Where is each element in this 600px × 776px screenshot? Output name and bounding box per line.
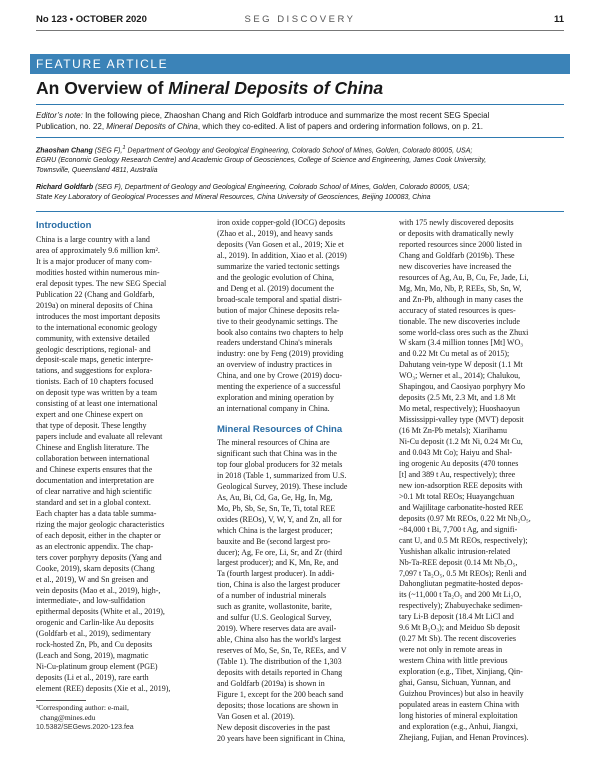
footnote-email[interactable]: chang@mines.edu — [40, 712, 96, 722]
text-line: 2019a) on mineral deposits of China — [36, 300, 153, 310]
text-line: deposits (2.5 Mt, 2.3 Mt, and 1.8 Mt — [399, 393, 516, 403]
text-line: and Wajilitage carbonatite-hosted REE — [399, 502, 524, 512]
text-line: Yushishan alkalic intrusion-related — [399, 546, 511, 556]
text-line: Chinese and English literature. The — [36, 443, 149, 453]
text-line: industry: one by Feng (2019) providing — [217, 349, 344, 359]
text-line: of clear narrative and high scientific — [36, 486, 152, 496]
text-line: 20 years have been significant in China, — [217, 733, 346, 743]
note-rule — [36, 137, 564, 138]
text-line: papers include and evaluate all relevant — [36, 432, 163, 442]
text-line: an international company in China. — [217, 404, 330, 414]
text-line: ing orogenic Au deposits (470 tonnes — [399, 458, 519, 468]
text-line: deposits (0.97 Mt REOs, 0.22 Mt Nb₂O₅, — [399, 513, 531, 523]
text-line: significant such that China was in the — [217, 448, 337, 458]
text-line: as an electronic appendix. The chap- — [36, 541, 154, 551]
text-line: expert and one Chinese expert on — [36, 410, 143, 420]
title-prefix: An Overview of — [36, 78, 169, 98]
text-line: Mississippi-valley type (MVT) deposit — [399, 415, 524, 425]
text-line: Chang and Goldfarb (2019b). These — [399, 250, 515, 260]
text-line: menting the experience of a successful — [217, 382, 341, 392]
text-line: Geological Survey, 2019). These include — [217, 481, 348, 491]
text-line: Each chapter has a data table summa- — [36, 508, 157, 518]
text-line: deposit-scale maps, genetic interpre- — [36, 355, 154, 365]
author-role: (SEG F), — [93, 184, 123, 191]
text-line: and the geologic evolution of China, — [217, 272, 334, 282]
text-line: tary Li-B deposit (18.4 Mt LiCl and — [399, 612, 514, 622]
text-line: and Goldfarb (2019a) is shown in — [217, 678, 325, 688]
text-line: were not only in remote areas in — [399, 645, 503, 655]
author-name: Richard Goldfarb — [36, 184, 94, 191]
text-line: Zhejiang, Fujian, and Henan Provinces). — [399, 732, 529, 742]
text-line: (Table 1). The distribution of the 1,303 — [217, 657, 342, 667]
text-line: eral deposit types. The new SEG Special — [36, 278, 167, 288]
author-block-1: Zhaoshan Chang (SEG F),$^1$ Department of Geology and Geological Engineering, Colorado School of Mines, Golden, Colorado 80005, USA; EGRU (Economic Geology Research Centre) and Academic Group of Geosciences, College of Science and Engineering, James Cook University, Townsville, Queensland 4811, Australia — [36, 145, 487, 175]
text-line: and Zn-Pb, although in many cases the — [399, 294, 524, 304]
article-title — [36, 78, 383, 99]
text-line: rizing the major geologic characteristics — [36, 519, 165, 529]
footnote-line: ¹Corresponding author: e-mail, — [36, 703, 129, 712]
text-line: tive to their geodynamic settings. The — [217, 316, 338, 326]
text-line: resources of Ag, Au, B, Cu, Fe, Jade, Li, — [399, 272, 529, 282]
text-line: Ta (fourth largest producer). In addi- — [217, 569, 335, 579]
editors-note-line2b: , which they co-edited. A list of papers and ordering information follows, on p. 21. — [197, 122, 483, 131]
text-line: The mineral resources of China are — [217, 438, 330, 447]
text-line: populated areas in eastern China with — [399, 699, 520, 709]
text-line: broad-scale temporal and spatial distri- — [217, 294, 342, 304]
editors-note-line1: In the following piece, Zhaoshan Chang and Rich Goldfarb introduce and summarize the most recent SEG Special — [82, 111, 490, 120]
text-line: As, Au, Bi, Cd, Ga, Ge, Hg, In, Mg, — [217, 492, 333, 502]
text-line: China, and one by Crowe (2019) docu- — [217, 371, 343, 381]
text-line: long histories of mineral exploitation — [399, 710, 518, 720]
section-label: FEATURE ARTICLE — [36, 57, 169, 71]
text-line: tionists. Each of 10 chapters focused — [36, 377, 154, 387]
text-line: China is a large country with a land — [36, 235, 150, 244]
text-line: reserves of Mo, Se, Sn, Te, REEs, and V — [217, 646, 347, 656]
text-line: or deposits with dramatically newly — [399, 228, 514, 238]
text-line: (Leach and Song, 2019), magmatic — [36, 651, 149, 661]
column-3 — [399, 218, 569, 744]
text-line: ducer); Ag, Fe ore, Li, Sr, and Zr (third — [217, 547, 342, 557]
text-line: top four global producers for 32 metals — [217, 459, 343, 469]
text-line: to the international economic geology — [36, 322, 158, 332]
text-line: rock-hosted Zn, Pb, and Cu deposits — [36, 640, 153, 650]
author-affil: Department of Geology and Geological Engineering, Colorado School of Mines, Golden, Colorado 80005, USA; — [127, 147, 473, 155]
text-line: WO₃; Werner et al., 2014); Chalukou, — [399, 371, 521, 381]
text-line: 7,097 t Ta₂O₅, 0.5 Mt REOs); Renli and — [399, 568, 527, 578]
text-line: and Chinese experts ensures that the — [36, 465, 153, 475]
journal-name: SEG DISCOVERY — [244, 14, 356, 25]
text-line: and 0.22 Mt Cu metal as of 2015); — [399, 349, 510, 359]
text-line: book also contains two chapters to help — [217, 327, 344, 337]
text-line: Shapingou, and Caosiyao porphyry Mo — [399, 382, 525, 392]
issue-info: No 123 • OCTOBER 2020 — [36, 14, 147, 25]
text-line: reported resources since 2000 listed in — [399, 239, 522, 249]
text-line: al., 2019). In addition, Xiao et al. (2019) — [217, 250, 347, 260]
column-2-top — [217, 218, 389, 415]
page-number: 11 — [553, 14, 564, 25]
text-line: tion, China is also the largest producer — [217, 580, 341, 590]
text-line: (0.27 Mt Sb). The recent discoveries — [399, 634, 516, 644]
text-line: (16 Mt Zn-Pb metals); Xiarihamu — [399, 426, 507, 436]
section-band — [30, 54, 570, 74]
text-line: which China is the largest producer; — [217, 525, 333, 535]
text-line: largest producer); and K, Mn, Re, and — [217, 558, 339, 568]
editors-note-book: Mineral Deposits of China — [106, 122, 198, 131]
title-italic: Mineral Deposits of China — [168, 78, 384, 98]
text-line: Nb-Ta-REE deposit (0.14 Mt Nb₂O₅, — [399, 557, 518, 567]
text-line: readers understand China's minerals — [217, 338, 333, 348]
text-line: Mg, Mn, Mo, Nb, P, REEs, Sb, Sn, W, — [399, 283, 522, 293]
author-block-2 — [36, 183, 564, 203]
text-line: Figure 1, except for the 200 beach sand — [217, 689, 344, 699]
text-line: [t] and 389 t Au, respectively); three — [399, 469, 516, 479]
text-line: some world-class ores such as the Zhuxi — [399, 327, 529, 337]
text-line: and sulfur (U.S. Geological Survey, — [217, 613, 332, 623]
text-line: exploration and mining operation by — [217, 393, 334, 403]
footnote-rule — [36, 700, 86, 701]
text-line: bution of major Chinese deposits rela- — [217, 305, 340, 315]
text-line: respectively); Zhabuyechake sedimen- — [399, 601, 523, 611]
author-affil: EGRU (Economic Geology Research Centre) and Academic Group of Geosciences, College of Science and Engineering, James Cook University, — [36, 157, 487, 165]
text-line: in 2018 (Table 1, summarized from U.S. — [217, 470, 347, 480]
column-1 — [36, 235, 206, 695]
text-line: Dahutang vein-type W deposit (1.1 Mt — [399, 360, 523, 370]
text-line: deposits; those locations are shown in — [217, 700, 339, 710]
text-line: et al., 2019), W and Sn greisen and — [36, 574, 149, 584]
text-line: deposits (Li et al., 2019), rare earth — [36, 673, 149, 683]
text-line: (Goldfarb et al., 2019), sedimentary — [36, 629, 151, 639]
text-line: Ni-Cu-platinum group element (PGE) — [36, 662, 158, 672]
text-line: of a number of industrial minerals — [217, 591, 327, 601]
text-line: Mo metal, respectively); Huoshaoyun — [399, 404, 520, 414]
text-line: W skarn (3.4 million tonnes [Mt] WO₃ — [399, 338, 524, 348]
text-line: and exploration (e.g., Anhui, Jiangxi, — [399, 721, 518, 731]
text-line: Mo, Pb, Sb, Se, Sn, Te, Ti, total REE — [217, 503, 336, 513]
text-line: consisting of at least one international — [36, 399, 158, 409]
text-line: new ion-adsorption REE deposits with — [399, 480, 523, 490]
text-line: New deposit discoveries in the past — [217, 722, 331, 732]
author-affil: State Key Laboratory of Geological Processes and Mineral Resources, China University of Geosciences, Beijing 100083, China — [36, 194, 431, 201]
text-line: geologic descriptions, regional- and — [36, 344, 151, 354]
title-rule — [36, 104, 564, 105]
text-line: 9.6 Mt B₂O₃); and Meiduo Sb deposit — [399, 623, 520, 633]
text-line: Publication 22 (Chang and Goldfarb, — [36, 289, 155, 299]
text-line: documentation and interpretation are — [36, 475, 154, 485]
text-line: that type of deposit. These lengthy — [36, 421, 147, 431]
text-line: orogenic and Carlin-like Au deposits — [36, 618, 154, 628]
author-name: Zhaoshan Chang — [36, 147, 93, 155]
text-line: bauxite and Be (second largest pro- — [217, 536, 331, 546]
text-line: collaboration between international — [36, 454, 150, 464]
text-line: such as granite, wollastonite, barite, — [217, 602, 332, 612]
text-line: its (~11,000 t Ta₂O₅ and 200 Mt Li₂O, — [399, 590, 522, 600]
text-line: oxides (REOs), V, W, Y, and Zn, all for — [217, 514, 342, 524]
column-2-bottom — [217, 438, 389, 745]
heading-mineral-resources: Mineral Resources of China — [217, 424, 343, 435]
text-line: western China with little previous — [399, 656, 508, 666]
text-line: cant U, and 0.5 Mt REOs, respectively); — [399, 535, 528, 545]
text-line: It is a major producer of many com- — [36, 256, 152, 266]
text-line: on deposit type was written by a team — [36, 388, 158, 398]
author-affil: Townsville, Queensland 4811, Australia — [36, 167, 158, 175]
author-role: (SEG F), — [92, 147, 123, 155]
text-line: ters cover porphyry deposits (Yang and — [36, 552, 162, 562]
text-line: and 0.043 Mt Co); Haiyu and Shal- — [399, 448, 513, 458]
text-line: deposits with details reported in Chang — [217, 668, 343, 678]
text-line: intermediate-, and low-sulfidation — [36, 596, 146, 606]
text-line: (Zhao et al., 2019), and heavy sands — [217, 228, 333, 238]
text-line: Guizhou Provinces) but also in heavily — [399, 688, 524, 698]
text-line: 2019). Where reserves data are avail- — [217, 624, 337, 634]
text-line: >0.1 Mt total REOs; Huayangchuan — [399, 491, 515, 501]
text-line: new discoveries have increased the — [399, 261, 512, 271]
text-line: element (REE) deposits (Xie et al., 2019), — [36, 684, 171, 694]
text-line: Ni-Cu deposit (1.2 Mt Ni, 0.24 Mt Cu, — [399, 437, 523, 447]
text-line: of each deposit, either in the chapter or — [36, 530, 161, 540]
text-line: Cooke, 2019), skarn deposits (Chang — [36, 563, 155, 573]
text-line: and Deng et al. (2019) document the — [217, 283, 335, 293]
text-line: vein deposits (Mao et al., 2019), high-, — [36, 585, 161, 595]
author-affil: Department of Geology and Geological Engineering, Colorado School of Mines, Golden, Colorado 80005, USA; — [124, 184, 470, 191]
text-line: community, with extensive detailed — [36, 333, 150, 343]
text-line: tionable. The new discoveries include — [399, 316, 520, 326]
text-line: able, China also has the world's largest — [217, 635, 342, 645]
text-line: an overview of industry practices in — [217, 360, 332, 370]
text-line: iron oxide copper-gold (IOCG) deposits — [217, 218, 346, 227]
text-line: Dahongliutan pegmatite-hosted depos- — [399, 579, 523, 589]
editors-note-label: Editor’s note: — [36, 111, 83, 120]
text-line: tations, and suggestions for explora- — [36, 366, 153, 376]
text-line: accuracy of stated resources is ques- — [399, 305, 516, 315]
footnote — [36, 703, 196, 722]
text-line: epithermal deposits (White et al., 2019), — [36, 607, 165, 617]
text-line: area of approximately 9.6 million km². — [36, 245, 160, 255]
author-rule — [36, 211, 564, 212]
text-line: introduces the most important deposits — [36, 311, 160, 321]
text-line: modities hosted within numerous min- — [36, 267, 160, 277]
text-line: standard and set in a global context. — [36, 497, 151, 507]
running-header — [36, 14, 564, 26]
text-line: ghai, Gansu, Sichuan, Yunnan, and — [399, 678, 511, 688]
text-line: exploration (e.g., Tibet, Xinjiang, Qin- — [399, 667, 523, 677]
editors-note — [36, 110, 564, 132]
text-line: with 175 newly discovered deposits — [399, 218, 514, 227]
text-line: deposits (Van Gosen et al., 2019; Xie et — [217, 239, 344, 249]
doi[interactable]: 10.5382/SEGews.2020-123.fea — [36, 724, 134, 731]
text-line: summarize the varied tectonic settings — [217, 261, 340, 271]
text-line: ~84,000 t Bi, 7,700 t Ag, and signifi- — [399, 524, 518, 534]
heading-introduction: Introduction — [36, 220, 92, 231]
header-rule — [36, 30, 564, 31]
text-line: Van Gosen et al. (2019). — [217, 711, 295, 721]
editors-note-line2a: Publication, no. 22, — [36, 122, 107, 131]
